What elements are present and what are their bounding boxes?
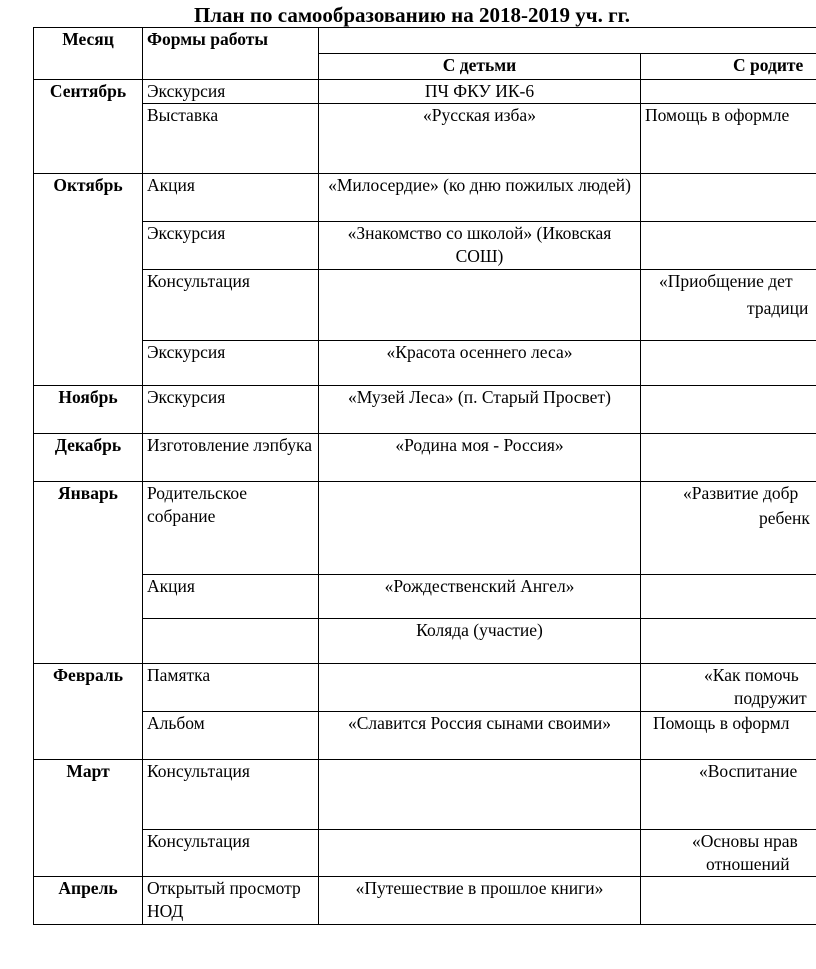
form-cell: Памятка (143, 664, 319, 712)
kids-cell (319, 664, 641, 712)
header-parents: С родите (641, 54, 816, 80)
form-cell (143, 619, 319, 664)
parents-line-2: ребенк (759, 508, 810, 528)
parents-cell (641, 80, 816, 104)
month-cell: Апрель (34, 877, 143, 925)
parents-line-2: отношений (706, 854, 790, 874)
table-row (34, 877, 816, 925)
table-row (34, 619, 816, 664)
kids-cell: «Славится Россия сынами своими» (319, 712, 641, 760)
form-cell: Изготовление лэпбука (143, 434, 319, 482)
parents-cell (641, 575, 816, 619)
form-cell: Экскурсия (143, 222, 319, 270)
kids-cell: ПЧ ФКУ ИК-6 (319, 80, 641, 104)
header-blank (319, 28, 816, 54)
header-forms: Формы работы (143, 28, 319, 80)
form-cell: Родительское собрание (143, 482, 319, 575)
header-row (34, 28, 816, 54)
parents-cell: «Воспитание (641, 760, 816, 830)
kids-cell: Коляда (участие) (319, 619, 641, 664)
parents-cell: Помощь в оформле (641, 104, 816, 174)
form-cell: Экскурсия (143, 341, 319, 386)
form-cell: Экскурсия (143, 80, 319, 104)
parents-line-1: «Как помочь (704, 665, 799, 685)
form-cell: Альбом (143, 712, 319, 760)
form-cell: Консультация (143, 270, 319, 341)
kids-cell: «Русская изба» (319, 104, 641, 174)
form-cell: Консультация (143, 760, 319, 830)
header-kids: С детьми (319, 54, 641, 80)
parents-cell (641, 270, 816, 341)
parents-cell (641, 434, 816, 482)
table-row (34, 434, 816, 482)
parents-line-2: подружит (734, 688, 807, 708)
document-title: План по самообразованию на 2018-2019 уч. гг. (193, 3, 631, 27)
kids-cell (319, 830, 641, 877)
table-row (34, 482, 816, 575)
parents-cell (641, 386, 816, 434)
table-row (34, 664, 816, 712)
month-cell: Октябрь (34, 174, 143, 386)
month-cell: Сентябрь (34, 80, 143, 174)
table-row (34, 174, 816, 222)
table-row (34, 80, 816, 104)
parents-line-2: традици (747, 298, 809, 318)
parents-cell (641, 830, 816, 877)
table-row (34, 270, 816, 341)
parents-line-1: «Приобщение дет (659, 271, 793, 291)
table-row (34, 386, 816, 434)
parents-line-1: «Развитие добр (683, 483, 799, 503)
parents-cell: Помощь в оформл (641, 712, 816, 760)
month-cell: Февраль (34, 664, 143, 760)
form-cell: Акция (143, 575, 319, 619)
parents-line-1: «Основы нрав (692, 831, 798, 851)
table-row (34, 104, 816, 174)
month-cell: Декабрь (34, 434, 143, 482)
form-cell: Открытый просмотр НОД (143, 877, 319, 925)
table-row (34, 222, 816, 270)
table-row (34, 341, 816, 386)
kids-cell: «Милосердие» (ко дню пожилых людей) (319, 174, 641, 222)
parents-cell (641, 664, 816, 712)
kids-cell (319, 482, 641, 575)
table-row (34, 575, 816, 619)
kids-cell: «Путешествие в прошлое книги» (319, 877, 641, 925)
month-cell: Январь (34, 482, 143, 664)
month-cell: Ноябрь (34, 386, 143, 434)
parents-cell (641, 619, 816, 664)
kids-cell: «Рождественский Ангел» (319, 575, 641, 619)
kids-cell: «Красота осеннего леса» (319, 341, 641, 386)
form-cell: Экскурсия (143, 386, 319, 434)
parents-cell (641, 341, 816, 386)
parents-cell (641, 174, 816, 222)
kids-cell: «Знакомство со школой» (Иковская СОШ) (319, 222, 641, 270)
parents-cell (641, 482, 816, 575)
kids-cell (319, 270, 641, 341)
plan-table (33, 27, 816, 925)
kids-cell: «Родина моя - Россия» (319, 434, 641, 482)
form-cell: Акция (143, 174, 319, 222)
form-cell: Консультация (143, 830, 319, 877)
header-month: Месяц (34, 28, 143, 80)
parents-cell (641, 222, 816, 270)
table-row (34, 712, 816, 760)
kids-cell: «Музей Леса» (п. Старый Просвет) (319, 386, 641, 434)
table-row (34, 830, 816, 877)
kids-cell (319, 760, 641, 830)
parents-cell (641, 877, 816, 925)
table-row (34, 760, 816, 830)
form-cell: Выставка (143, 104, 319, 174)
month-cell: Март (34, 760, 143, 877)
